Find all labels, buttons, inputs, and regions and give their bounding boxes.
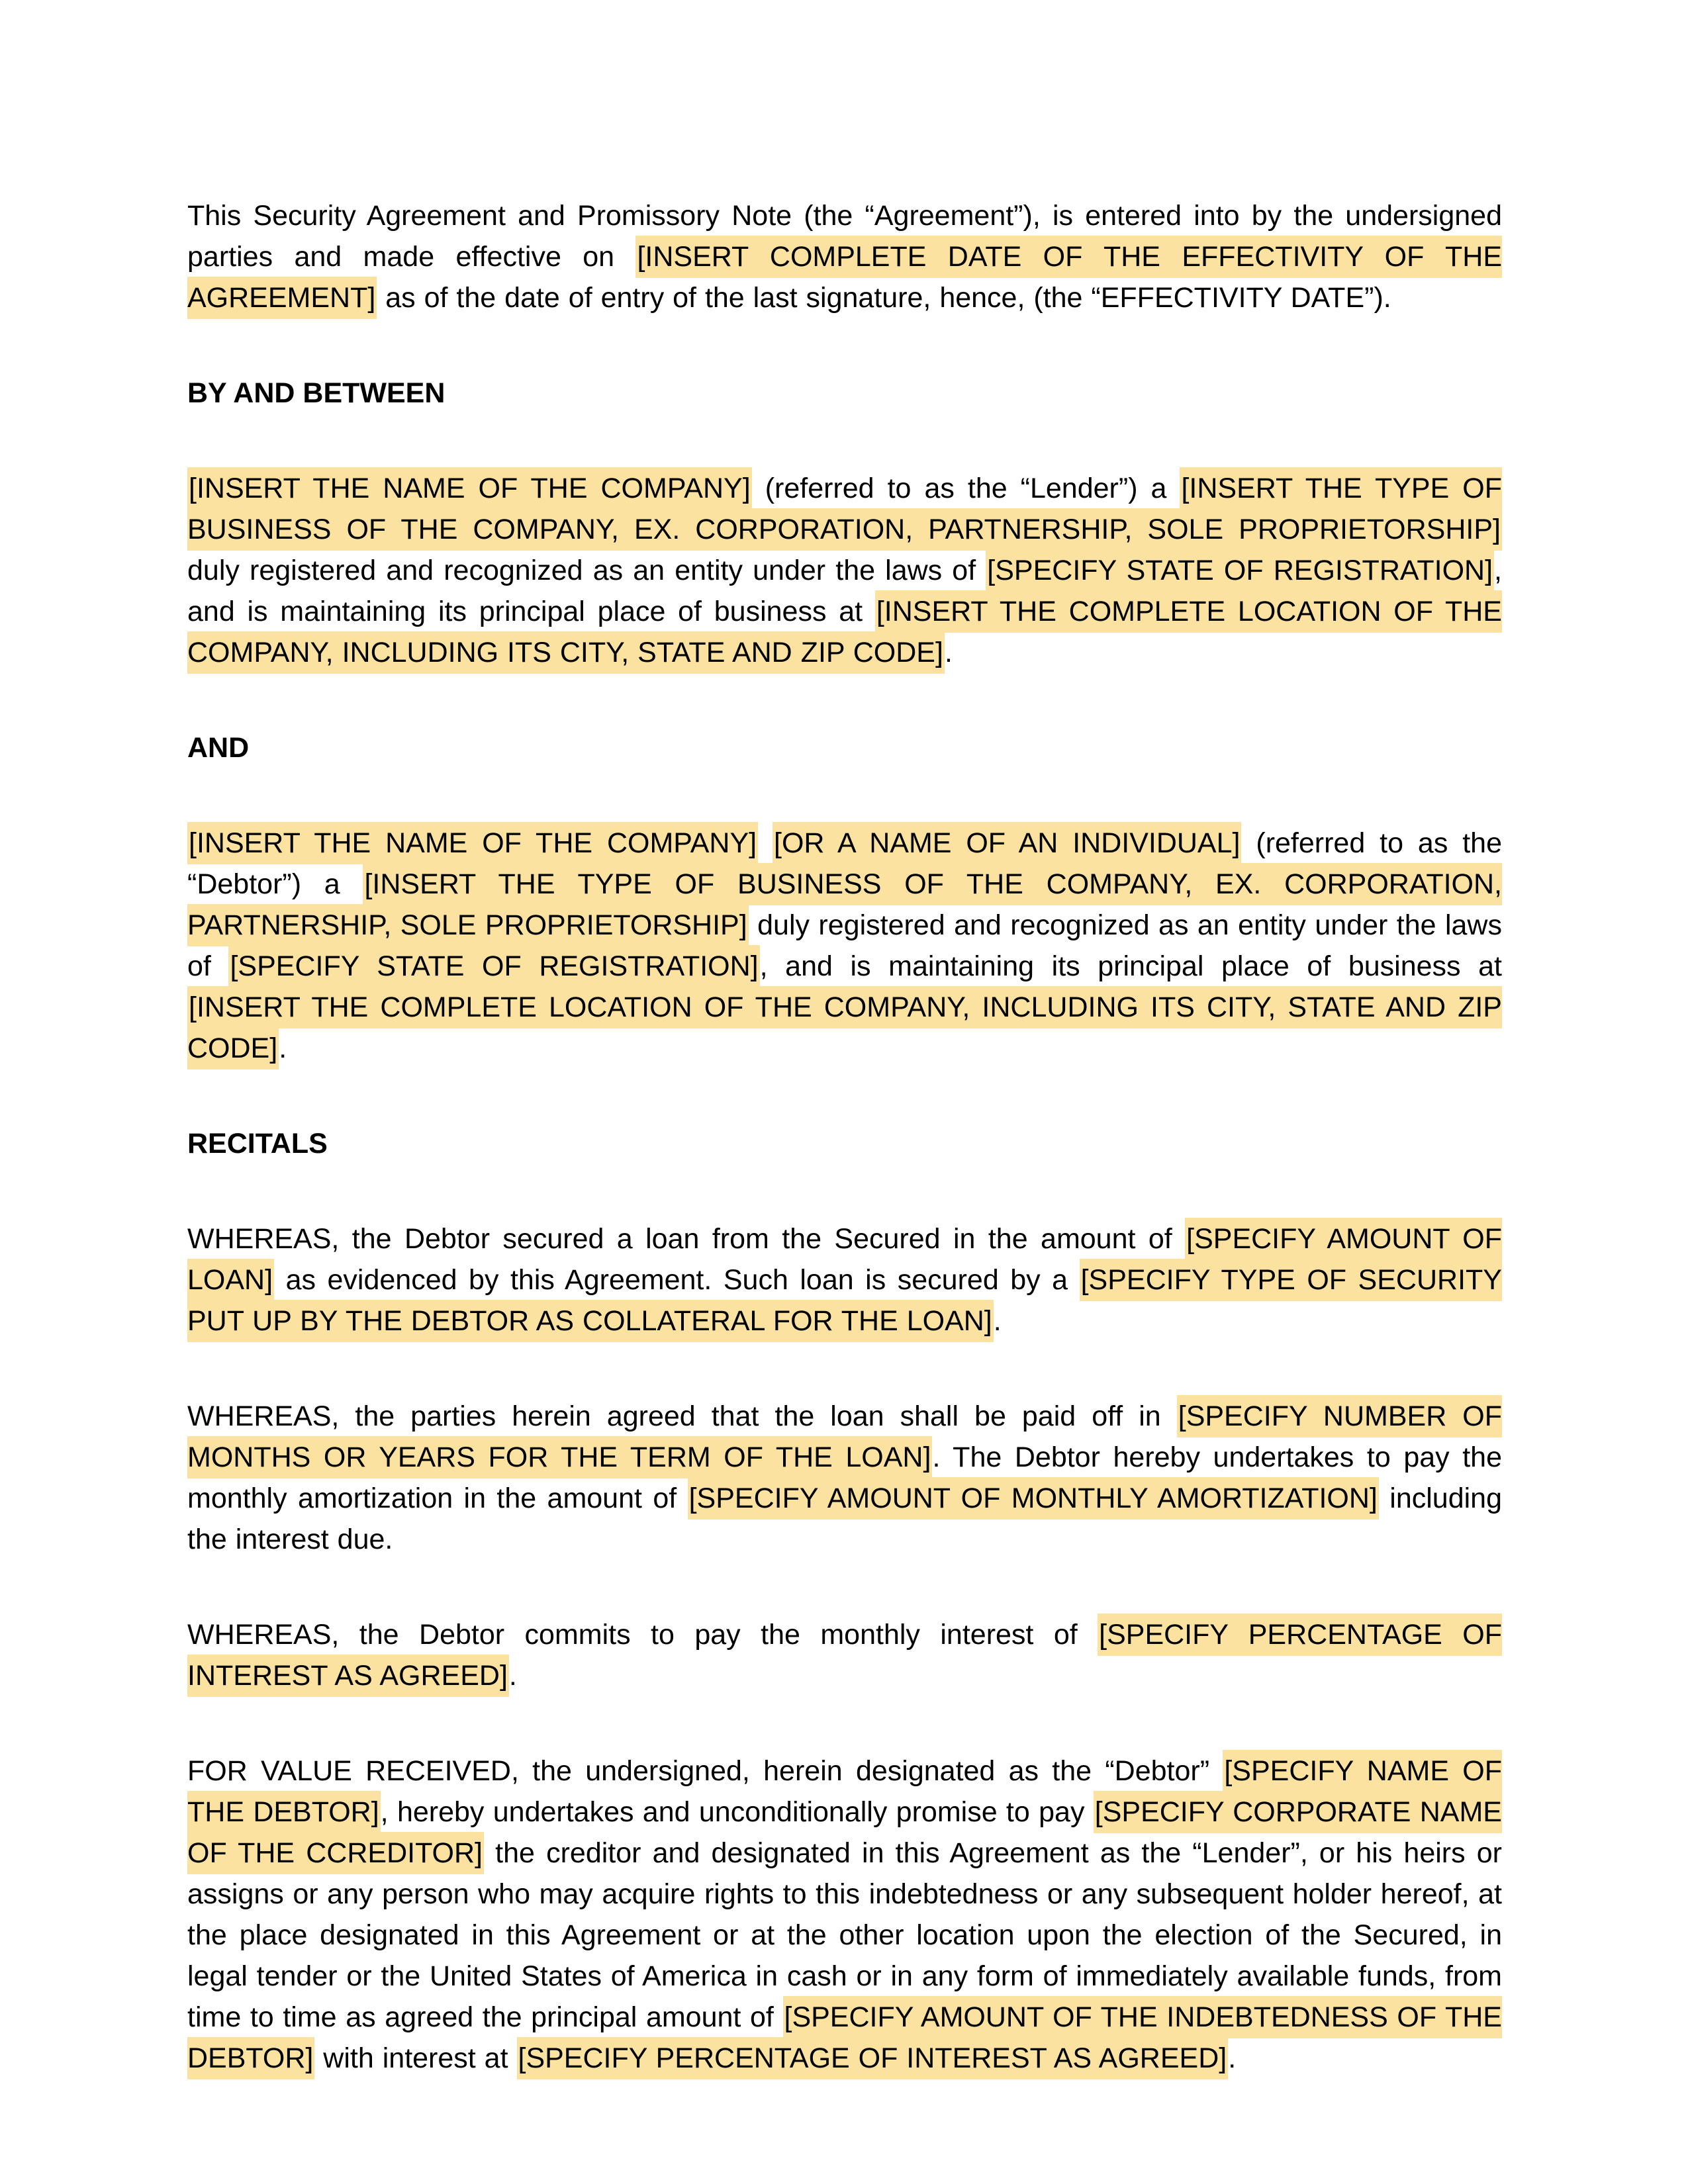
placeholder-state-of-registration: [SPECIFY STATE OF REGISTRATION] — [228, 945, 759, 987]
placeholder-individual-name: [OR A NAME OF AN INDIVIDUAL] — [773, 822, 1241, 864]
placeholder-indebtedness-amount: [SPECIFY AMOUNT OF THE INDEBTEDNESS OF THE DEBTOR] — [187, 1996, 1502, 2079]
text-run: with interest at — [314, 2042, 517, 2074]
lender-paragraph — [187, 468, 1502, 673]
placeholder-company-name: [INSERT THE NAME OF THE COMPANY] — [187, 822, 758, 864]
placeholder-state-of-registration: [SPECIFY STATE OF REGISTRATION] — [986, 549, 1494, 592]
placeholder-loan-amount: [SPECIFY AMOUNT OF LOAN] — [187, 1218, 1502, 1301]
text-run: . — [944, 637, 953, 668]
text-run: as of the date of entry of the last signature, hence, (the “EFFECTIVITY DATE”). — [377, 282, 1391, 314]
heading-by-and-between: BY AND BETWEEN — [187, 377, 445, 409]
text-run: duly registered and recognized as an entity under the laws of — [187, 909, 1502, 982]
placeholder-company-location: [INSERT THE COMPLETE LOCATION OF THE COMPANY, INCLUDING ITS CITY, STATE AND ZIP CODE] — [187, 590, 1502, 674]
recital-interest-paragraph — [187, 1614, 1502, 1696]
text-run: the creditor and designated in this Agreement as the “Lender”, or his heirs or assigns or any person who may acquire rights to this indebtedness or any subsequent holder hereof, at the place designated in this Agreement or at the other location upon the election of the Secured, in legal tender or the United States of America in cash or in any form of immediately available funds, from time to time as agreed the principal amount of — [187, 1837, 1503, 2033]
placeholder-business-type: [INSERT THE TYPE OF BUSINESS OF THE COMPANY, EX. CORPORATION, PARTNERSHIP, SOLE PROPRIETORSHIP] — [187, 467, 1502, 551]
text-run: WHEREAS, the Debtor commits to pay the monthly interest of — [187, 1619, 1098, 1651]
text-run: This Security Agreement and Promissory Note (the “Agreement”), is entered into by the undersigned parties and made effective on — [187, 200, 1502, 273]
recital-loan-paragraph — [187, 1218, 1502, 1342]
intro-paragraph — [187, 195, 1502, 318]
placeholder-interest-rate: [SPECIFY PERCENTAGE OF INTEREST AS AGREED] — [187, 1614, 1502, 1697]
placeholder-business-type: [INSERT THE TYPE OF BUSINESS OF THE COMPANY, EX. CORPORATION, PARTNERSHIP, SOLE PROPRIETORSHIP] — [187, 863, 1502, 946]
heading-recitals: RECITALS — [187, 1128, 328, 1160]
promise-to-pay-paragraph — [187, 1751, 1502, 2079]
debtor-paragraph — [187, 823, 1502, 1069]
text-run: . — [993, 1305, 1002, 1337]
text-run: as evidenced by this Agreement. Such loan is secured by a — [274, 1264, 1080, 1296]
placeholder-company-name: [INSERT THE NAME OF THE COMPANY] — [187, 467, 752, 510]
recital-term-paragraph — [187, 1396, 1502, 1560]
text-run: . The Debtor hereby undertakes to pay the monthly amortization in the amount of — [187, 1441, 1502, 1514]
text-run: , and is maintaining its principal place of business at — [759, 950, 1503, 982]
text-run: . — [508, 1660, 517, 1692]
text-run: WHEREAS, the parties herein agreed that the loan shall be paid off in — [187, 1400, 1177, 1432]
placeholder-security-type: [SPECIFY TYPE OF SECURITY PUT UP BY THE DEBTOR AS COLLATERAL FOR THE LOAN] — [187, 1259, 1502, 1342]
placeholder-company-location: [INSERT THE COMPLETE LOCATION OF THE COMPANY, INCLUDING ITS CITY, STATE AND ZIP CODE] — [187, 986, 1502, 1069]
text-run: , hereby undertakes and unconditionally promise to pay — [380, 1796, 1094, 1828]
text-run: . — [1228, 2042, 1237, 2074]
text-run: , and is maintaining its principal place of business at — [187, 555, 1502, 627]
text-run: (referred to as the “Lender”) a — [751, 473, 1180, 504]
placeholder-monthly-amortization: [SPECIFY AMOUNT OF MONTHLY AMORTIZATION] — [688, 1477, 1379, 1520]
text-run: FOR VALUE RECEIVED, the undersigned, herein designated as the “Debtor” — [187, 1755, 1223, 1787]
text-run: including the interest due. — [187, 1482, 1503, 1555]
placeholder-interest-rate: [SPECIFY PERCENTAGE OF INTEREST AS AGREED] — [517, 2037, 1229, 2079]
document-content — [187, 195, 1502, 2133]
text-run: WHEREAS, the Debtor secured a loan from the Secured in the amount of — [187, 1223, 1186, 1255]
placeholder-debtor-name: [SPECIFY NAME OF THE DEBTOR] — [187, 1750, 1502, 1833]
text-run: (referred to as the “Debtor”) a — [187, 827, 1503, 900]
placeholder-creditor-name: [SPECIFY CORPORATE NAME OF THE CCREDITOR] — [187, 1791, 1502, 1874]
placeholder-effectivity-date: [INSERT COMPLETE DATE OF THE EFFECTIVITY OF THE AGREEMENT] — [187, 236, 1502, 319]
text-run: . — [279, 1032, 287, 1064]
text-run: duly registered and recognized as an entity under the laws of — [187, 555, 986, 586]
heading-and: AND — [187, 732, 250, 764]
text-run — [758, 827, 773, 859]
placeholder-loan-term: [SPECIFY NUMBER OF MONTHS OR YEARS FOR THE TERM OF THE LOAN] — [187, 1395, 1502, 1479]
